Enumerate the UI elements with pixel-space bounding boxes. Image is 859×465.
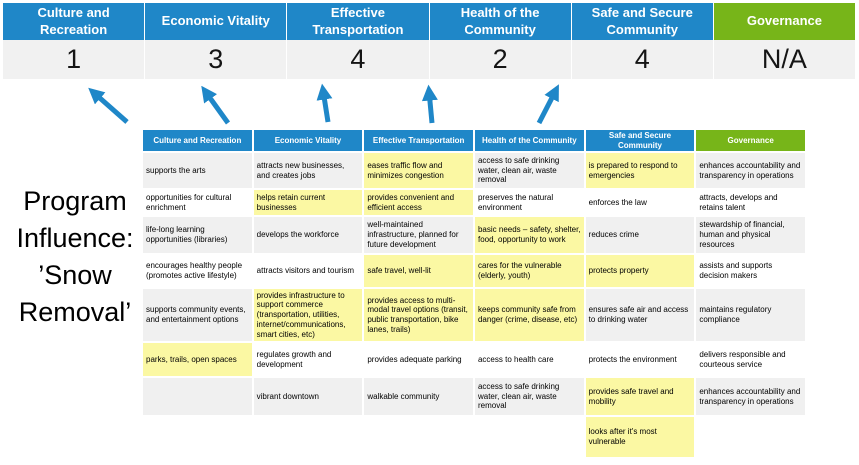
summary-header-row (3, 3, 855, 40)
matrix-cell: keeps community safe from danger (crime, disease, etc) (475, 289, 584, 341)
influence-arrows (0, 82, 600, 130)
matrix-cell: enhances accountability and transparency in operations (696, 378, 805, 415)
matrix-cell: looks after it's most vulnerable (586, 417, 695, 457)
matrix-cell: supports the arts (143, 153, 252, 188)
matrix-cell: helps retain current businesses (254, 190, 363, 215)
matrix-cell: ensures safe air and access to drinking water (586, 289, 695, 341)
matrix-header-governance: Governance (696, 130, 805, 151)
matrix-cell: basic needs – safety, shelter, food, opportunity to work (475, 217, 584, 253)
matrix-cell: stewardship of financial, human and physical resources (696, 217, 805, 253)
banner-score-health-of-the-community: 2 (430, 40, 571, 79)
matrix-cell (143, 417, 252, 457)
matrix-header-effective-transportation: Effective Transportation (364, 130, 473, 151)
program-title-line: Program (23, 186, 127, 216)
banner-col-economic-vitality: Economic Vitality (145, 3, 286, 40)
program-title-line: Influence: (16, 223, 134, 253)
matrix-header-health-of-the-community: Health of the Community (475, 130, 584, 151)
matrix-cell: regulates growth and development (254, 343, 363, 376)
matrix-cell (364, 417, 473, 457)
matrix-cell: provides convenient and efficient access (364, 190, 473, 215)
matrix-cell: is prepared to respond to emergencies (586, 153, 695, 188)
matrix-cell: maintains regulatory compliance (696, 289, 805, 341)
matrix-cell: preserves the natural environment (475, 190, 584, 215)
matrix-cell: cares for the vulnerable (elderly, youth) (475, 255, 584, 287)
program-title-line: ’Snow (38, 260, 112, 290)
matrix-cell: access to safe drinking water, clean air, waste removal (475, 153, 584, 188)
matrix-cell (475, 417, 584, 457)
matrix-cell: provides safe travel and mobility (586, 378, 695, 415)
matrix-cell: well-maintained infrastructure, planned for future development (364, 217, 473, 253)
program-influence-title (0, 183, 150, 331)
matrix-cell: vibrant downtown (254, 378, 363, 415)
matrix-cell: encourages healthy people (promotes active lifestyle) (143, 255, 252, 287)
banner-score-effective-transportation: 4 (287, 40, 428, 79)
banner-score-governance: N/A (714, 40, 855, 79)
matrix-cell: access to safe drinking water, clean air, waste removal (475, 378, 584, 415)
influence-matrix (143, 130, 805, 457)
matrix-header-safe-and-secure-community: Safe and Secure Community (586, 130, 695, 151)
matrix-header-culture-and-recreation: Culture and Recreation (143, 130, 252, 151)
matrix-cell: parks, trails, open spaces (143, 343, 252, 376)
summary-score-row (3, 40, 855, 79)
matrix-cell: attracts new businesses, and creates jobs (254, 153, 363, 188)
banner-score-economic-vitality: 3 (145, 40, 286, 79)
matrix-cell: develops the workforce (254, 217, 363, 253)
banner-col-governance: Governance (714, 3, 855, 40)
matrix-cell (143, 378, 252, 415)
program-title-line: Removal’ (18, 297, 132, 327)
matrix-cell: enforces the law (586, 190, 695, 215)
matrix-cell: provides adequate parking (364, 343, 473, 376)
banner-col-health-of-the-community: Health of the Community (430, 3, 571, 40)
matrix-cell: assists and supports decision makers (696, 255, 805, 287)
matrix-cell: opportunities for cultural enrichment (143, 190, 252, 215)
matrix-cell: access to health care (475, 343, 584, 376)
matrix-cell: provides access to multi-modal travel options (transit, public transportation, bike lanes, trails) (364, 289, 473, 341)
arrow-up-icon (429, 91, 432, 123)
matrix-cell (696, 417, 805, 457)
matrix-cell: enhances accountability and transparency in operations (696, 153, 805, 188)
summary-banner (3, 3, 855, 79)
matrix-cell: provides infrastructure to support commerce (transportation, utilities, internet/communications, smart cities, etc) (254, 289, 363, 341)
matrix-cell: supports community events, and entertainment options (143, 289, 252, 341)
matrix-cell: life-long learning opportunities (libraries) (143, 217, 252, 253)
matrix-cell: safe travel, well-lit (364, 255, 473, 287)
matrix-cell: walkable community (364, 378, 473, 415)
arrow-up-icon (93, 92, 127, 122)
matrix-cell: eases traffic flow and minimizes congestion (364, 153, 473, 188)
banner-col-safe-and-secure-community: Safe and Secure Community (572, 3, 713, 40)
matrix-cell (254, 417, 363, 457)
matrix-cell: protects property (586, 255, 695, 287)
matrix-cell: attracts visitors and tourism (254, 255, 363, 287)
arrow-up-icon (539, 90, 556, 123)
arrow-up-icon (323, 90, 328, 122)
matrix-cell: delivers responsible and courteous service (696, 343, 805, 376)
matrix-cell: reduces crime (586, 217, 695, 253)
banner-score-safe-and-secure-community: 4 (572, 40, 713, 79)
banner-score-culture-and-recreation: 1 (3, 40, 144, 79)
arrow-up-icon (205, 91, 228, 123)
matrix-cell: attracts, develops and retains talent (696, 190, 805, 215)
banner-col-effective-transportation: Effective Transportation (287, 3, 428, 40)
banner-col-culture-and-recreation: Culture and Recreation (3, 3, 144, 40)
matrix-header-economic-vitality: Economic Vitality (254, 130, 363, 151)
matrix-cell: protects the environment (586, 343, 695, 376)
